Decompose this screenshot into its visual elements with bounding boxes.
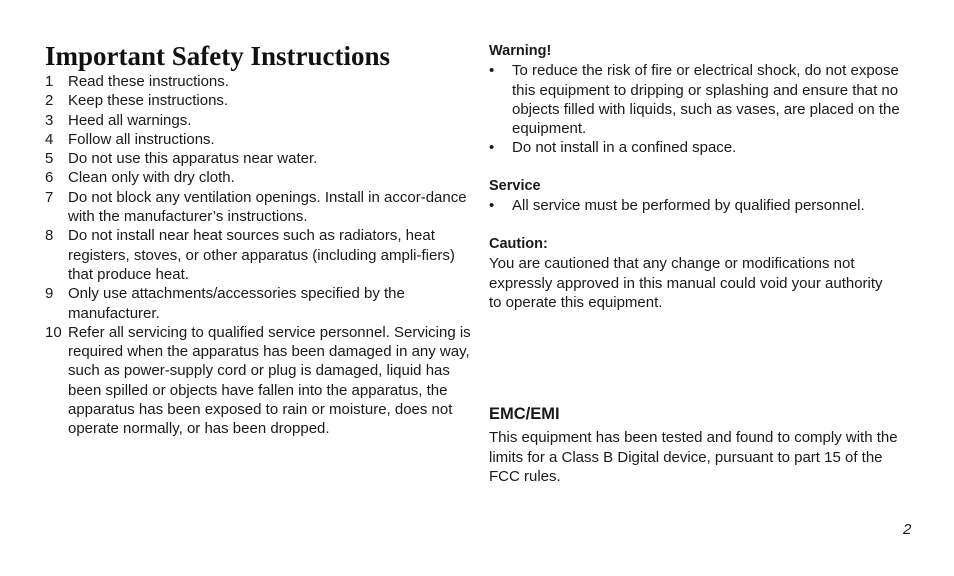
warning-heading: Warning!: [489, 43, 552, 59]
page-number: 2: [903, 521, 912, 538]
list-item: [489, 61, 914, 138]
list-item: [45, 111, 475, 130]
bullet-icon: •: [489, 197, 495, 215]
caution-text: You are cautioned that any change or modifications not expressly approved in this manual could void your authority to operate this equipment.: [489, 255, 883, 311]
item-text: Read these instructions.: [68, 73, 229, 90]
item-text: All service must be performed by qualified personnel.: [512, 197, 865, 215]
list-item: [45, 149, 475, 168]
item-text: Keep these instructions.: [68, 92, 229, 110]
item-number: 8: [45, 227, 54, 245]
item-number: 4: [45, 130, 54, 148]
item-number: 9: [45, 285, 54, 303]
list-item: [45, 91, 475, 110]
bullet-icon: •: [489, 139, 495, 157]
emc-text: This equipment has been tested and found to comply with the limits for a Class B Digital device, pursuant to part 15 of the FCC rules.: [489, 429, 898, 485]
list-item: [45, 284, 475, 323]
bullet-icon: •: [489, 62, 495, 80]
caution-section: [489, 235, 889, 312]
item-number: 2: [45, 92, 54, 110]
item-number: 10: [45, 323, 62, 341]
emc-heading: EMC/EMI: [489, 405, 560, 423]
item-text: Heed all warnings.: [68, 111, 192, 129]
item-number: 7: [45, 188, 54, 206]
item-text: Refer all servicing to qualified service personnel. Servicing is required when the apparatus has been damaged in any way, such as power-supply cord or plug is damaged, liquid has been spilled or objects have fallen into the apparatus, the apparatus has been exposed to rain or moisture, does not operate normally, or has been dropped.: [68, 323, 471, 438]
service-list: [489, 196, 914, 215]
item-number: 3: [45, 111, 54, 129]
caution-heading: Caution:: [489, 236, 548, 252]
service-heading: Service: [489, 178, 541, 194]
item-number: 6: [45, 169, 54, 187]
service-section: [489, 177, 914, 216]
list-item: [489, 196, 914, 215]
emc-section: [489, 405, 909, 486]
list-item: [489, 138, 914, 157]
list-item: [45, 188, 475, 227]
item-text: To reduce the risk of fire or electrical shock, do not expose this equipment to dripping or splashing and ensure that no objects filled with liquids, such as vases, are placed on the equipment.: [512, 62, 900, 138]
item-text: Do not use this apparatus near water.: [68, 150, 318, 168]
item-number: 5: [45, 150, 54, 168]
safety-instructions-list: [45, 72, 475, 439]
item-text: Do not install in a confined space.: [512, 139, 737, 157]
page-title: Important Safety Instructions: [45, 41, 391, 71]
list-item: [45, 323, 475, 439]
list-item: [45, 168, 475, 187]
warning-section: [489, 42, 914, 158]
item-text: Follow all instructions.: [68, 130, 215, 148]
list-item: [45, 72, 475, 91]
item-text: Only use attachments/accessories specified by the manufacturer.: [68, 285, 405, 322]
item-text: Do not install near heat sources such as radiators, heat registers, stoves, or other apparatus (including ampli-fiers) that produce heat.: [68, 227, 455, 283]
item-text: Do not block any ventilation openings. Install in accor-dance with the manufacturer’s instructions.: [68, 188, 467, 226]
list-item: [45, 226, 475, 284]
item-text: Clean only with dry cloth.: [68, 169, 235, 187]
list-item: [45, 130, 475, 149]
item-number: 1: [45, 73, 54, 90]
warning-list: [489, 61, 914, 157]
